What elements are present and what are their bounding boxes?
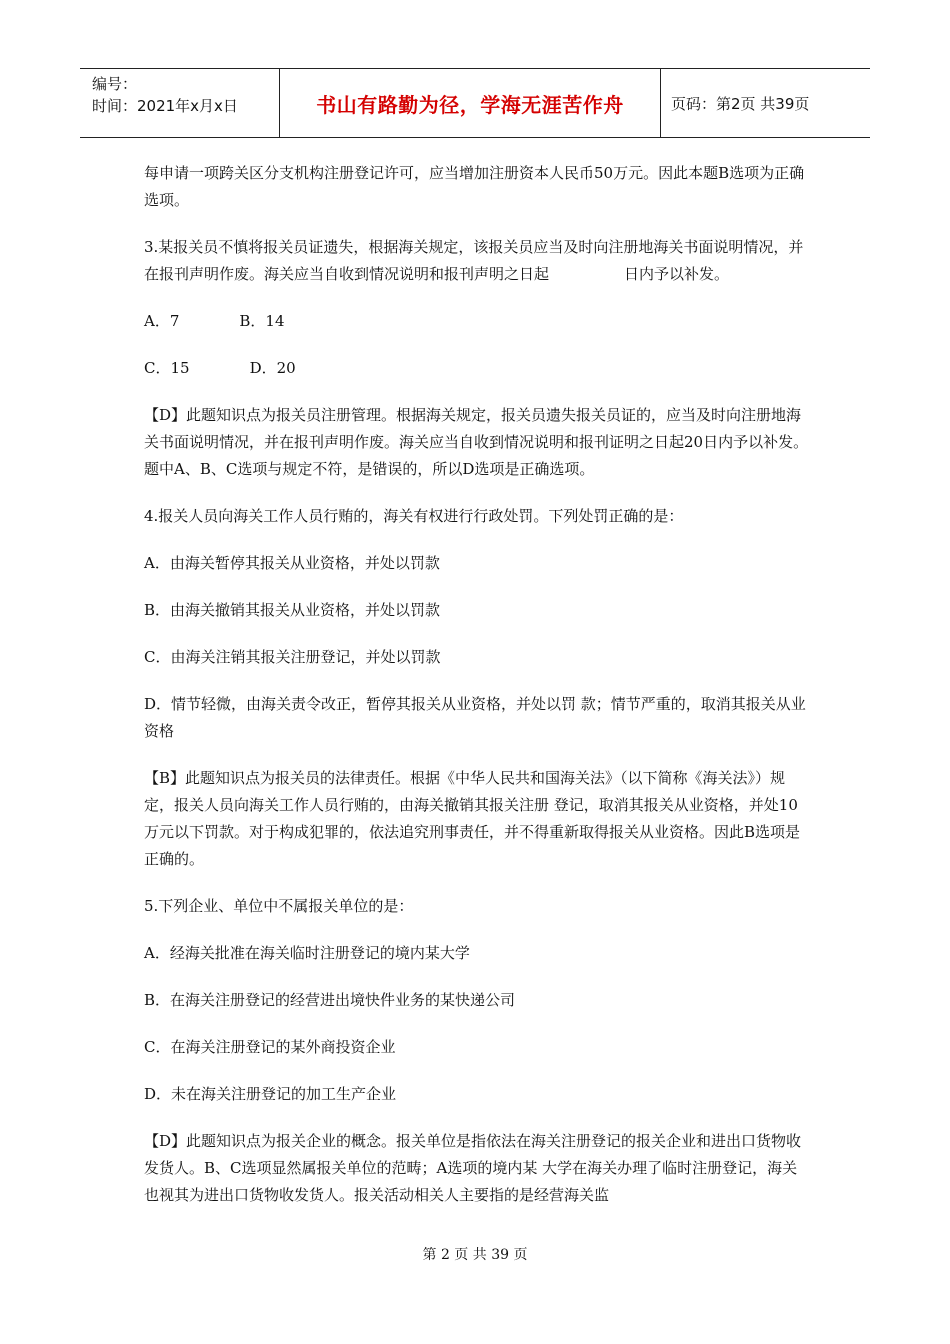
paragraph: 每申请一项跨关区分支机构注册登记许可，应当增加注册资本人民币50万元。因此本题B选项为正确选项。: [144, 164, 805, 209]
question-4-option-b: B．由海关撤销其报关从业资格，并处以罚款: [144, 601, 441, 619]
question-4-option-a: A．由海关暂停其报关从业资格，并处以罚款: [144, 554, 440, 572]
document-body: [144, 160, 812, 1229]
question-4-option-d: D．情节轻微，由海关责令改正，暂停其报关从业资格，并处以罚 款；情节严重的，取消其报关从业资格: [144, 695, 806, 740]
question-5-option-d: D．未在海关注册登记的加工生产企业: [144, 1085, 397, 1103]
page-header: [80, 68, 870, 138]
answer-3: 【D】此题知识点为报关员注册管理。根据海关规定，报关员遗失报关员证的，应当及时向注册地海关书面说明情况，并在报刊声明作废。海关应当自收到情况说明和报刊证明之日起20日内予以补发。题中A、B、C选项与规定不符，是错误的，所以D选项是正确选项。: [144, 406, 809, 478]
question-3-options-ab: A．7 B．14: [144, 312, 285, 330]
question-5-option-c: C．在海关注册登记的某外商投资企业: [144, 1038, 396, 1056]
question-5-option-a: A．经海关批准在海关临时注册登记的境内某大学: [144, 944, 470, 962]
document-date: 时间：2021年x月x日: [92, 97, 238, 115]
header-motto: 书山有路勤为径，学海无涯苦作舟: [316, 92, 624, 117]
question-3: 3.某报关员不慎将报关员证遗失，根据海关规定，该报关员应当及时向注册地海关书面说明情况，并在报刊声明作废。海关应当自收到情况说明和报刊声明之日起 日内予以补发。: [144, 238, 804, 283]
header-meta: [80, 69, 280, 137]
document-number-label: 编号：: [92, 75, 138, 93]
question-3-options-cd: C．15 D．20: [144, 359, 296, 377]
question-5: 5.下列企业、单位中不属报关单位的是：: [144, 897, 414, 915]
header-page-info: 页码：第2页 共39页: [671, 94, 810, 113]
question-4: 4.报关人员向海关工作人员行贿的，海关有权进行行政处罚。下列处罚正确的是：: [144, 507, 684, 525]
answer-5: 【D】此题知识点为报关企业的概念。报关单位是指依法在海关注册登记的报关企业和进出口货物收发货人。B、C选项显然属报关单位的范畴；A选项的境内某 大学在海关办理了临时注册登记，海关也视其为进出口货物收发货人。报关活动相关人主要指的是经营海关监: [144, 1132, 802, 1204]
question-5-option-b: B．在海关注册登记的经营进出境快件业务的某快递公司: [144, 991, 516, 1009]
question-4-option-c: C．由海关注销其报关注册登记，并处以罚款: [144, 648, 441, 666]
page-footer: 第 2 页 共 39 页: [422, 1247, 528, 1263]
header-motto-cell: [280, 69, 661, 137]
answer-4: 【B】此题知识点为报关员的法律责任。根据《中华人民共和国海关法》（以下简称《海关法》）规定，报关人员向海关工作人员行贿的，由海关撤销其报关注册 登记，取消其报关从业资格，并处10万元以下罚款。对于构成犯罪的，依法追究刑事责任，并不得重新取得报关从业资格。因此B选项是正确的。: [144, 769, 801, 868]
